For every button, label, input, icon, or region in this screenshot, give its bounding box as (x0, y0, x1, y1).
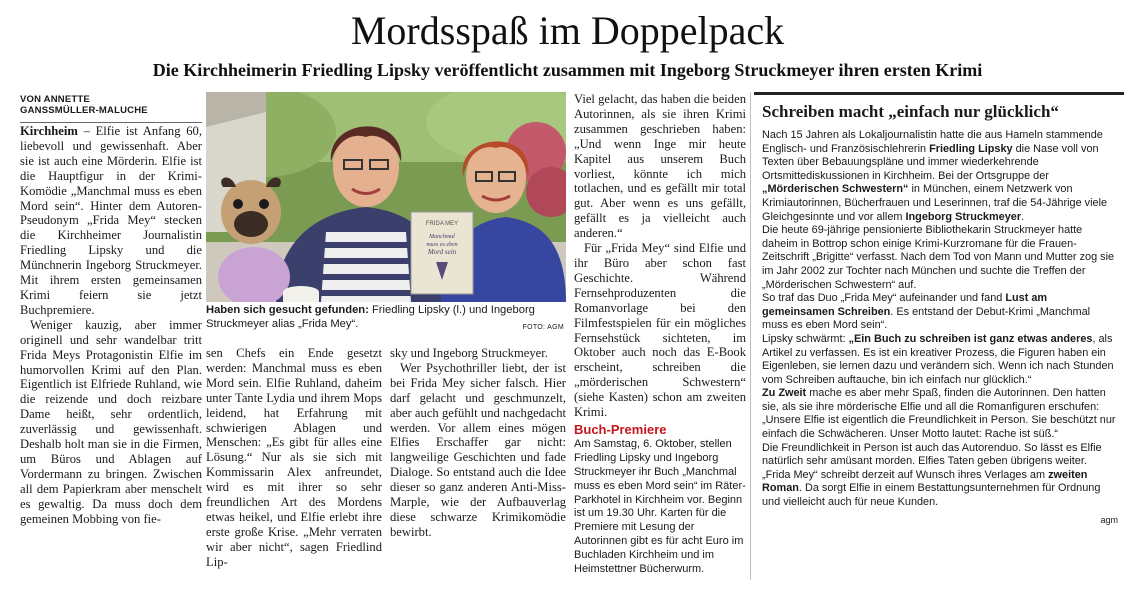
premiere-heading: Buch-Premiere (574, 421, 667, 437)
article-paragraph (20, 124, 202, 318)
info-box (754, 92, 1124, 584)
text-run: die Nase voll von Texten über Bebauungspläne und immer wiederkehrende Ortsmittediskussionen in Kirchheim. Bei der Ortsgruppe der (762, 142, 1099, 182)
premiere-text: Am Samstag, 6. Oktober, stellen Friedling Lipsky und Ingeborg Struckmeyer ihr Buch „Manchmal muss es eben Mord sein“ im Räter-Parkhotel in Kirchheim vor. Beginn ist um 19.30 Uhr. Karten für die Premiere mit Lesung der Autorinnen gibt es für acht Euro im Buchladen Kirchheim und im Heimstettner Bücherwurm. (574, 437, 746, 576)
caption-lead: Haben sich gesucht gefunden: (206, 304, 369, 316)
info-paragraph (762, 387, 1118, 441)
article-paragraph: sky und Ingeborg Struckmeyer. (390, 346, 548, 360)
caption-text: Friedling Lipsky (l.) und Ingeborg Struckmeyer alias „Frida Mey“. (206, 304, 535, 330)
info-box-title: Schreiben macht „einfach nur glücklich“ (754, 92, 1124, 129)
article-column-2 (206, 346, 382, 582)
group-name: „Mörderischen Schwestern“ (762, 183, 909, 196)
svg-text:muss es eben: muss es eben (426, 242, 458, 248)
book-title-text: FRIDA MEY (425, 221, 459, 227)
emphasis: Lust am gemeinsamen Schreiben (762, 292, 1048, 318)
photo-illustration (206, 92, 566, 302)
emphasis: „Ein Buch zu schreiben ist ganz etwas anderes (848, 332, 1093, 345)
byline-line2: GANSSMÜLLER-MALUCHE (20, 105, 148, 116)
info-paragraph (762, 333, 1118, 387)
dateline: Kirchheim (20, 124, 78, 138)
article-paragraph: Viel gelacht, das haben die beiden Autorinnen, als sie ihren Krimi zusammen geschrieben haben: „Und wenn Inge mir heute Kapitel aus unserem Buch vorliest, könnte ich mich totlachen, und es gefällt mir total gut. Aber wenn es uns gefällt, gefällt es ja vielleicht auch anderen.“ (574, 92, 746, 241)
text-run: in München, einem Netzwerk von Krimiautorinnen, Bücherfrauen und Leserinnen, traf die 54-Jährige viele Gleichgesinnte und vor allem (762, 183, 1108, 223)
byline (20, 94, 202, 123)
info-box-body (754, 129, 1124, 527)
photo-credit: FOTO: AGM (522, 324, 564, 331)
text-run: . Es entstand der Debut-Krimi „Manchmal muss es eben Mord sein“. (762, 305, 1091, 332)
info-paragraph (762, 129, 1118, 224)
article-subheadline: Die Kirchheimerin Friedling Lipsky veröffentlicht zusammen mit Ingeborg Struckmeyer ihren ersten Krimi (152, 60, 983, 80)
article-headline: Mordsspaß im Doppelpack (350, 8, 785, 53)
article-column-4 (574, 92, 746, 582)
text-run: . Da sorgt Elfie in einem Bestattungsunternehmen für Ordnung und vielleicht auch für neue Kunden. (762, 482, 1101, 509)
text-run: mache es aber mehr Spaß, finden die Autorinnen. Den hatten sie, als sie ihre mörderische Elfie und all die Romanfiguren erschufen: „Unsere Elfie ist eigentlich die Freundlichkeit in Person. Sie beschützt nur einfach die Schwächeren. Unser Motto lautet: Rache ist süß.“ (762, 387, 1116, 441)
photo-caption (206, 303, 566, 337)
info-paragraph: Die heute 69-jährige pensionierte Bibliothekarin Struckmeyer hatte daheim in Bottrop schon einige Krimi-Kurzromane für die Frauen-Zeitschrift „Brigitte“ verfasst. Nach dem Tod von Mann und Mutter zog sie im Jahr 2002 zur Tochter nach München und suchte die Treffen der „Mörderischen Schwestern“ auf. (762, 224, 1115, 291)
text-run: . (1021, 210, 1025, 223)
article-paragraph: Weniger kauzig, aber immer originell und sehr wandelbar tritt Frida Meys Protagonistin Elfie im humorvollen Krimi auf den Plan. Eigentlich ist Elfriede Ruhland, wie die reizende und doch reizbare Dame heißt, sehr ordentlich, zuverlässig und gewissenhaft. Deshalb holt man sie in die Firmen, um Büros und Ablagen auf Vordermann zu bringen. Zwischen all dem Papierkram aber menschelt es gewaltig. Da muss doch dem gemeinen Mobbing von fie- (20, 317, 202, 526)
text-run: So traf das Duo „Frida Mey“ aufeinander und fand (762, 292, 1006, 305)
article-column-3 (390, 346, 566, 582)
info-paragraph (762, 292, 1118, 333)
info-paragraph (762, 442, 1118, 510)
byline-line1: VON ANNETTE (20, 94, 90, 105)
text-run: , als Artikel zu verfassen. Es ist ein kreativer Prozess, die Figuren haben ein Eigenleben, sie lernen dazu und verändern sich. Wenn ich nach Stunden vom Schreiben auftauche, bin ich einfach nur glücklich.“ (762, 332, 1114, 386)
byline-rule (20, 122, 202, 123)
article-paragraph: sen Chefs ein Ende gesetzt werden: Manchmal muss es eben Mord sein. Elfie Ruhland, daheim unter Tante Lydia und ihrem Mops leidend, hat Erfahrung mit schwierigen Ablagen und Menschen: „Es gibt für alles eine Lösung.“ Nur als sie sich mit Kommissarin Alex anfreundet, wird es mit ihrer so sehr freundlichen Art des Mordens etwas heikel, und Elfie erlebt ihre erste große Krise. „Mehr verraten wir aber nicht“, sagen Friedlind Lip- (206, 346, 382, 569)
author-sign: agm (1100, 514, 1118, 525)
text-run: Lipsky schwärmt: (762, 332, 849, 345)
svg-text:Manchmal: Manchmal (429, 234, 455, 240)
name-lipsky: Friedling Lipsky (929, 142, 1013, 155)
paragraph-text: – Elfie ist Anfang 60, liebevoll und gewissenhaft. Aber sie ist auch eine Mörderin. Elfie ist die Hauptfigur in der Krimi-Komödie „Manchmal muss es eben Mord sein“. Hinter dem Autoren-Pseudonym „Frida Mey“ stecken die Kirchheimer Journalistin Friedling Lipsky und die Münchnerin Ingeborg Struckmeyer. Mit ihrem ersten gemeinsamen Krimi feiern sie jetzt Buchpremiere. (20, 124, 202, 317)
text-run: Die Freundlichkeit in Person ist auch das Autorenduo. So lässt es Elfie natürlich sehr amüsant morden. Elfies Taten geben übrigens weiter. „Frida Mey“ schreibt derzeit auf Wunsch ihres Verlages am (762, 441, 1102, 481)
svg-text:Mord sein: Mord sein (427, 248, 457, 256)
article-paragraph: Für „Frida Mey“ sind Elfie und ihr Büro aber schon fast Geschichte. Während Fernsehproduzenten die Romanvorlage bei den Filmfestspielen für ein mögliches Fernsehstück sichteten, im Oktober auch noch das E-Book erscheint, schreiben die „mörderischen Schwestern“ (siehe Kasten) schon am zweiten Krimi. (574, 241, 746, 420)
column-divider (750, 92, 751, 580)
text-run: Nach 15 Jahren als Lokaljournalistin hatte die aus Hameln stammende Englisch- und Französischlehrerin (762, 129, 1103, 155)
emphasis: zweiten Roman (762, 468, 1088, 495)
name-struckmeyer: Ingeborg Struckmeyer (905, 210, 1022, 223)
article-column-1 (20, 124, 202, 582)
article-photo (206, 92, 566, 302)
article-paragraph: Wer Psychothriller liebt, der ist bei Frida Mey sicher falsch. Hier darf gelacht und geschmunzelt, aber auch gefühlt und nachgedacht werden. Vor allem eines mögen Elfies Erschaffer gar nicht: langweilige Geschichten und fade Dialoge. So entstand auch die Idee dieser so ganz anderen Anti-Miss-Marple, wie der Aufbauverlag diese schwarze Krimikomödie bewirbt. (390, 360, 566, 539)
emphasis: Zu Zweit (762, 387, 807, 400)
